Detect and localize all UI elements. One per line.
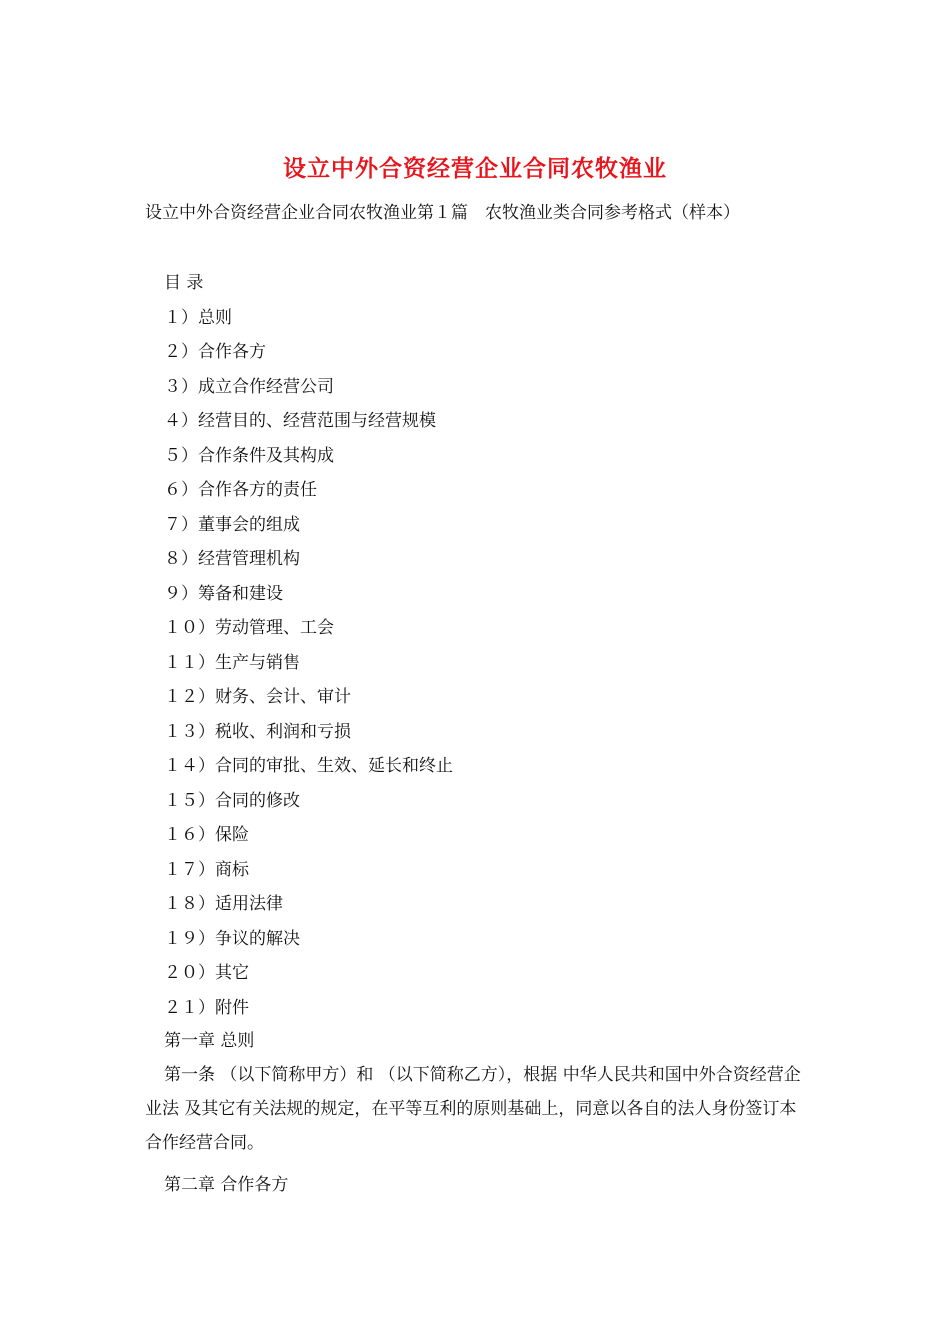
toc-item: ７）董事会的组成: [164, 514, 300, 535]
chapter-heading-2: 第二章 合作各方: [164, 1175, 289, 1195]
toc-item: ４）经营目的、经营范围与经营规模: [164, 411, 436, 431]
toc-item: ２１）附件: [164, 997, 249, 1018]
toc-item: ２０）其它: [164, 963, 249, 983]
toc-item: １２）财务、会计、审计: [164, 687, 351, 707]
toc-item: ５）合作条件及其构成: [164, 445, 334, 466]
toc-item: １６）保险: [164, 825, 249, 845]
toc-item: ８）经营管理机构: [164, 549, 300, 569]
toc-item: ２）合作各方: [164, 342, 266, 362]
toc-item: １０）劳动管理、工会: [164, 618, 334, 638]
toc-item: １３）税收、利润和亏损: [164, 721, 351, 742]
document-title: 设立中外合资经营企业合同农牧渔业: [283, 155, 667, 182]
table-of-contents: [164, 266, 453, 1025]
toc-heading: 目 录: [164, 273, 204, 293]
toc-item: １）总则: [164, 307, 232, 328]
article-1-paragraph: 第一条 （以下简称甲方）和 （以下简称乙方），根据 中华人民共和国中外合资经营企业法 及其它有关法规的规定，在平等互利的原则基础上，同意以各自的法人身份签订本合作经营合同。: [145, 1065, 801, 1153]
chapter-heading-1: 第一章 总则: [164, 1031, 255, 1051]
toc-item: １４）合同的审批、生效、延长和终止: [164, 756, 453, 776]
toc-item: １９）争议的解决: [164, 928, 300, 949]
intro-paragraph: 设立中外合资经营企业合同农牧渔业第１篇 农牧渔业类合同参考格式（样本）: [145, 203, 740, 223]
toc-item: １１）生产与销售: [164, 652, 300, 673]
toc-item: ３）成立合作经营公司: [164, 376, 334, 397]
toc-item: ６）合作各方的责任: [164, 480, 317, 500]
toc-item: １８）适用法律: [164, 894, 283, 914]
toc-item: １７）商标: [164, 859, 249, 880]
toc-item: １５）合同的修改: [164, 790, 300, 811]
toc-item: ９）筹备和建设: [164, 583, 283, 604]
